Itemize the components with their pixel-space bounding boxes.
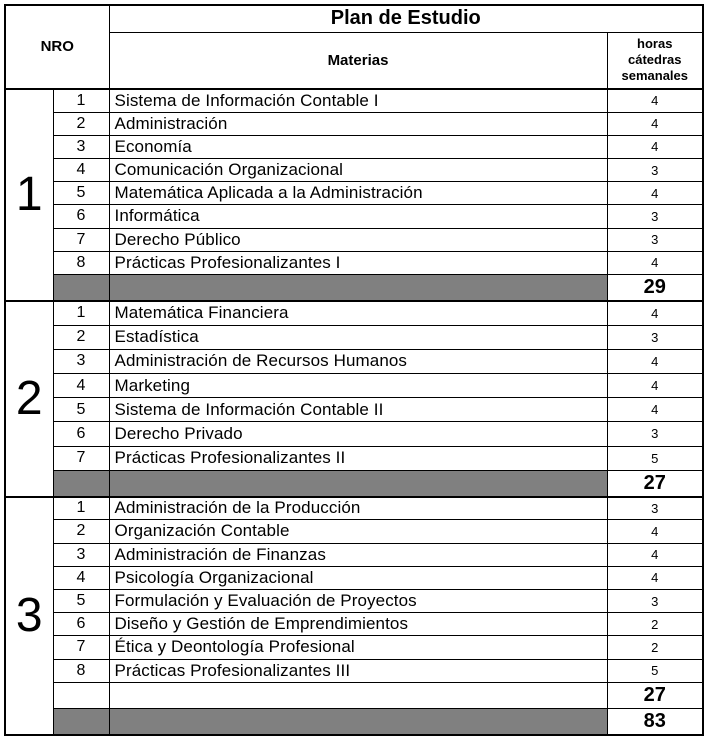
- subject-name: Administración: [109, 112, 607, 135]
- plan-de-estudio-table: [4, 4, 704, 736]
- subject-name: Prácticas Profesionalizantes I: [109, 251, 607, 274]
- subject-number: 3: [53, 349, 109, 373]
- subject-number: 4: [53, 373, 109, 397]
- subject-name: Prácticas Profesionalizantes III: [109, 659, 607, 682]
- subject-hours: 5: [607, 446, 703, 470]
- subject-number: 6: [53, 205, 109, 228]
- horas-header: [607, 32, 703, 89]
- subject-hours: 4: [607, 135, 703, 158]
- subject-number: 2: [53, 112, 109, 135]
- subject-hours: 4: [607, 566, 703, 589]
- subject-row: [5, 349, 703, 373]
- subject-number: 6: [53, 613, 109, 636]
- materias-header: Materias: [109, 32, 607, 89]
- subject-row: [5, 613, 703, 636]
- subject-name: Administración de la Producción: [109, 497, 607, 520]
- horas-header-line-3: semanales: [621, 68, 688, 84]
- subject-number: 7: [53, 446, 109, 470]
- grand-total-filler-name: [109, 709, 607, 735]
- subtotal-filler-name: [109, 275, 607, 301]
- subject-name: Diseño y Gestión de Emprendimientos: [109, 613, 607, 636]
- subject-name: Organización Contable: [109, 520, 607, 543]
- table-body: [5, 5, 703, 735]
- subject-hours: 2: [607, 636, 703, 659]
- subject-name: Matemática Financiera: [109, 301, 607, 325]
- subject-name: Sistema de Información Contable II: [109, 398, 607, 422]
- subject-hours: 3: [607, 205, 703, 228]
- subject-row: [5, 158, 703, 181]
- subject-number: 3: [53, 135, 109, 158]
- subtotal-filler-number: [53, 275, 109, 301]
- subject-row: [5, 182, 703, 205]
- subject-number: 5: [53, 182, 109, 205]
- subject-hours: 4: [607, 301, 703, 325]
- subject-hours: 3: [607, 589, 703, 612]
- subject-hours: 4: [607, 251, 703, 274]
- subject-number: 3: [53, 543, 109, 566]
- subtotal-filler-name: [109, 470, 607, 496]
- subject-row: [5, 446, 703, 470]
- page-title: Plan de Estudio: [109, 5, 703, 32]
- subject-hours: 4: [607, 349, 703, 373]
- subject-name: Ética y Deontología Profesional: [109, 636, 607, 659]
- subject-number: 1: [53, 301, 109, 325]
- subject-hours: 3: [607, 158, 703, 181]
- subject-row: [5, 228, 703, 251]
- year-total-hours: 27: [607, 682, 703, 708]
- subject-row: [5, 112, 703, 135]
- grand-total-row: [5, 709, 703, 735]
- subject-row: [5, 520, 703, 543]
- subject-number: 2: [53, 520, 109, 543]
- subject-number: 1: [53, 497, 109, 520]
- subject-name: Prácticas Profesionalizantes II: [109, 446, 607, 470]
- subject-hours: 3: [607, 228, 703, 251]
- subject-number: 7: [53, 228, 109, 251]
- subject-name: Administración de Finanzas: [109, 543, 607, 566]
- subject-row: [5, 205, 703, 228]
- subject-name: Psicología Organizacional: [109, 566, 607, 589]
- subject-row: [5, 89, 703, 112]
- subject-number: 4: [53, 566, 109, 589]
- subject-row: [5, 589, 703, 612]
- subject-number: 1: [53, 89, 109, 112]
- subject-number: 5: [53, 589, 109, 612]
- subject-number: 4: [53, 158, 109, 181]
- subject-hours: 4: [607, 112, 703, 135]
- subject-number: 8: [53, 659, 109, 682]
- subject-hours: 4: [607, 373, 703, 397]
- year-number: 3: [5, 497, 53, 735]
- subject-hours: 4: [607, 89, 703, 112]
- horas-header-line-2: cátedras: [628, 52, 682, 68]
- subtotal-row: [5, 470, 703, 496]
- subject-name: Derecho Privado: [109, 422, 607, 446]
- grand-total-hours: 83: [607, 709, 703, 735]
- subject-name: Administración de Recursos Humanos: [109, 349, 607, 373]
- subject-name: Derecho Público: [109, 228, 607, 251]
- year-number: 1: [5, 89, 53, 301]
- subject-hours: 4: [607, 182, 703, 205]
- subject-row: [5, 543, 703, 566]
- subject-name: Comunicación Organizacional: [109, 158, 607, 181]
- nro-header: NRO: [5, 5, 109, 89]
- subject-name: Marketing: [109, 373, 607, 397]
- subject-row: [5, 398, 703, 422]
- subtotal-filler-name: [109, 682, 607, 708]
- subject-name: Sistema de Información Contable I: [109, 89, 607, 112]
- subject-number: 7: [53, 636, 109, 659]
- subject-name: Economía: [109, 135, 607, 158]
- subject-row: [5, 373, 703, 397]
- subject-number: 2: [53, 325, 109, 349]
- header-row-columns: [5, 32, 703, 89]
- subject-hours: 2: [607, 613, 703, 636]
- subject-row: [5, 422, 703, 446]
- subject-row: [5, 135, 703, 158]
- subject-number: 5: [53, 398, 109, 422]
- subject-hours: 3: [607, 325, 703, 349]
- year-total-hours: 29: [607, 275, 703, 301]
- subject-name: Formulación y Evaluación de Proyectos: [109, 589, 607, 612]
- subject-row: [5, 636, 703, 659]
- subject-row: [5, 325, 703, 349]
- year-total-hours: 27: [607, 470, 703, 496]
- subject-name: Informática: [109, 205, 607, 228]
- subtotal-row: [5, 275, 703, 301]
- subject-row: [5, 251, 703, 274]
- subtotal-filler-number: [53, 470, 109, 496]
- horas-header-line-1: horas: [637, 36, 673, 52]
- subtotal-filler-number: [53, 682, 109, 708]
- subject-number: 8: [53, 251, 109, 274]
- header-row-title: [5, 5, 703, 32]
- subject-row: [5, 659, 703, 682]
- subject-row: [5, 301, 703, 325]
- subject-hours: 4: [607, 520, 703, 543]
- subject-hours: 3: [607, 422, 703, 446]
- subject-hours: 4: [607, 543, 703, 566]
- subject-row: [5, 566, 703, 589]
- subject-hours: 5: [607, 659, 703, 682]
- subject-hours: 4: [607, 398, 703, 422]
- grand-total-filler-number: [53, 709, 109, 735]
- subject-hours: 3: [607, 497, 703, 520]
- subject-number: 6: [53, 422, 109, 446]
- subject-row: [5, 497, 703, 520]
- subject-name: Matemática Aplicada a la Administración: [109, 182, 607, 205]
- subtotal-row: [5, 682, 703, 708]
- subject-name: Estadística: [109, 325, 607, 349]
- year-number: 2: [5, 301, 53, 497]
